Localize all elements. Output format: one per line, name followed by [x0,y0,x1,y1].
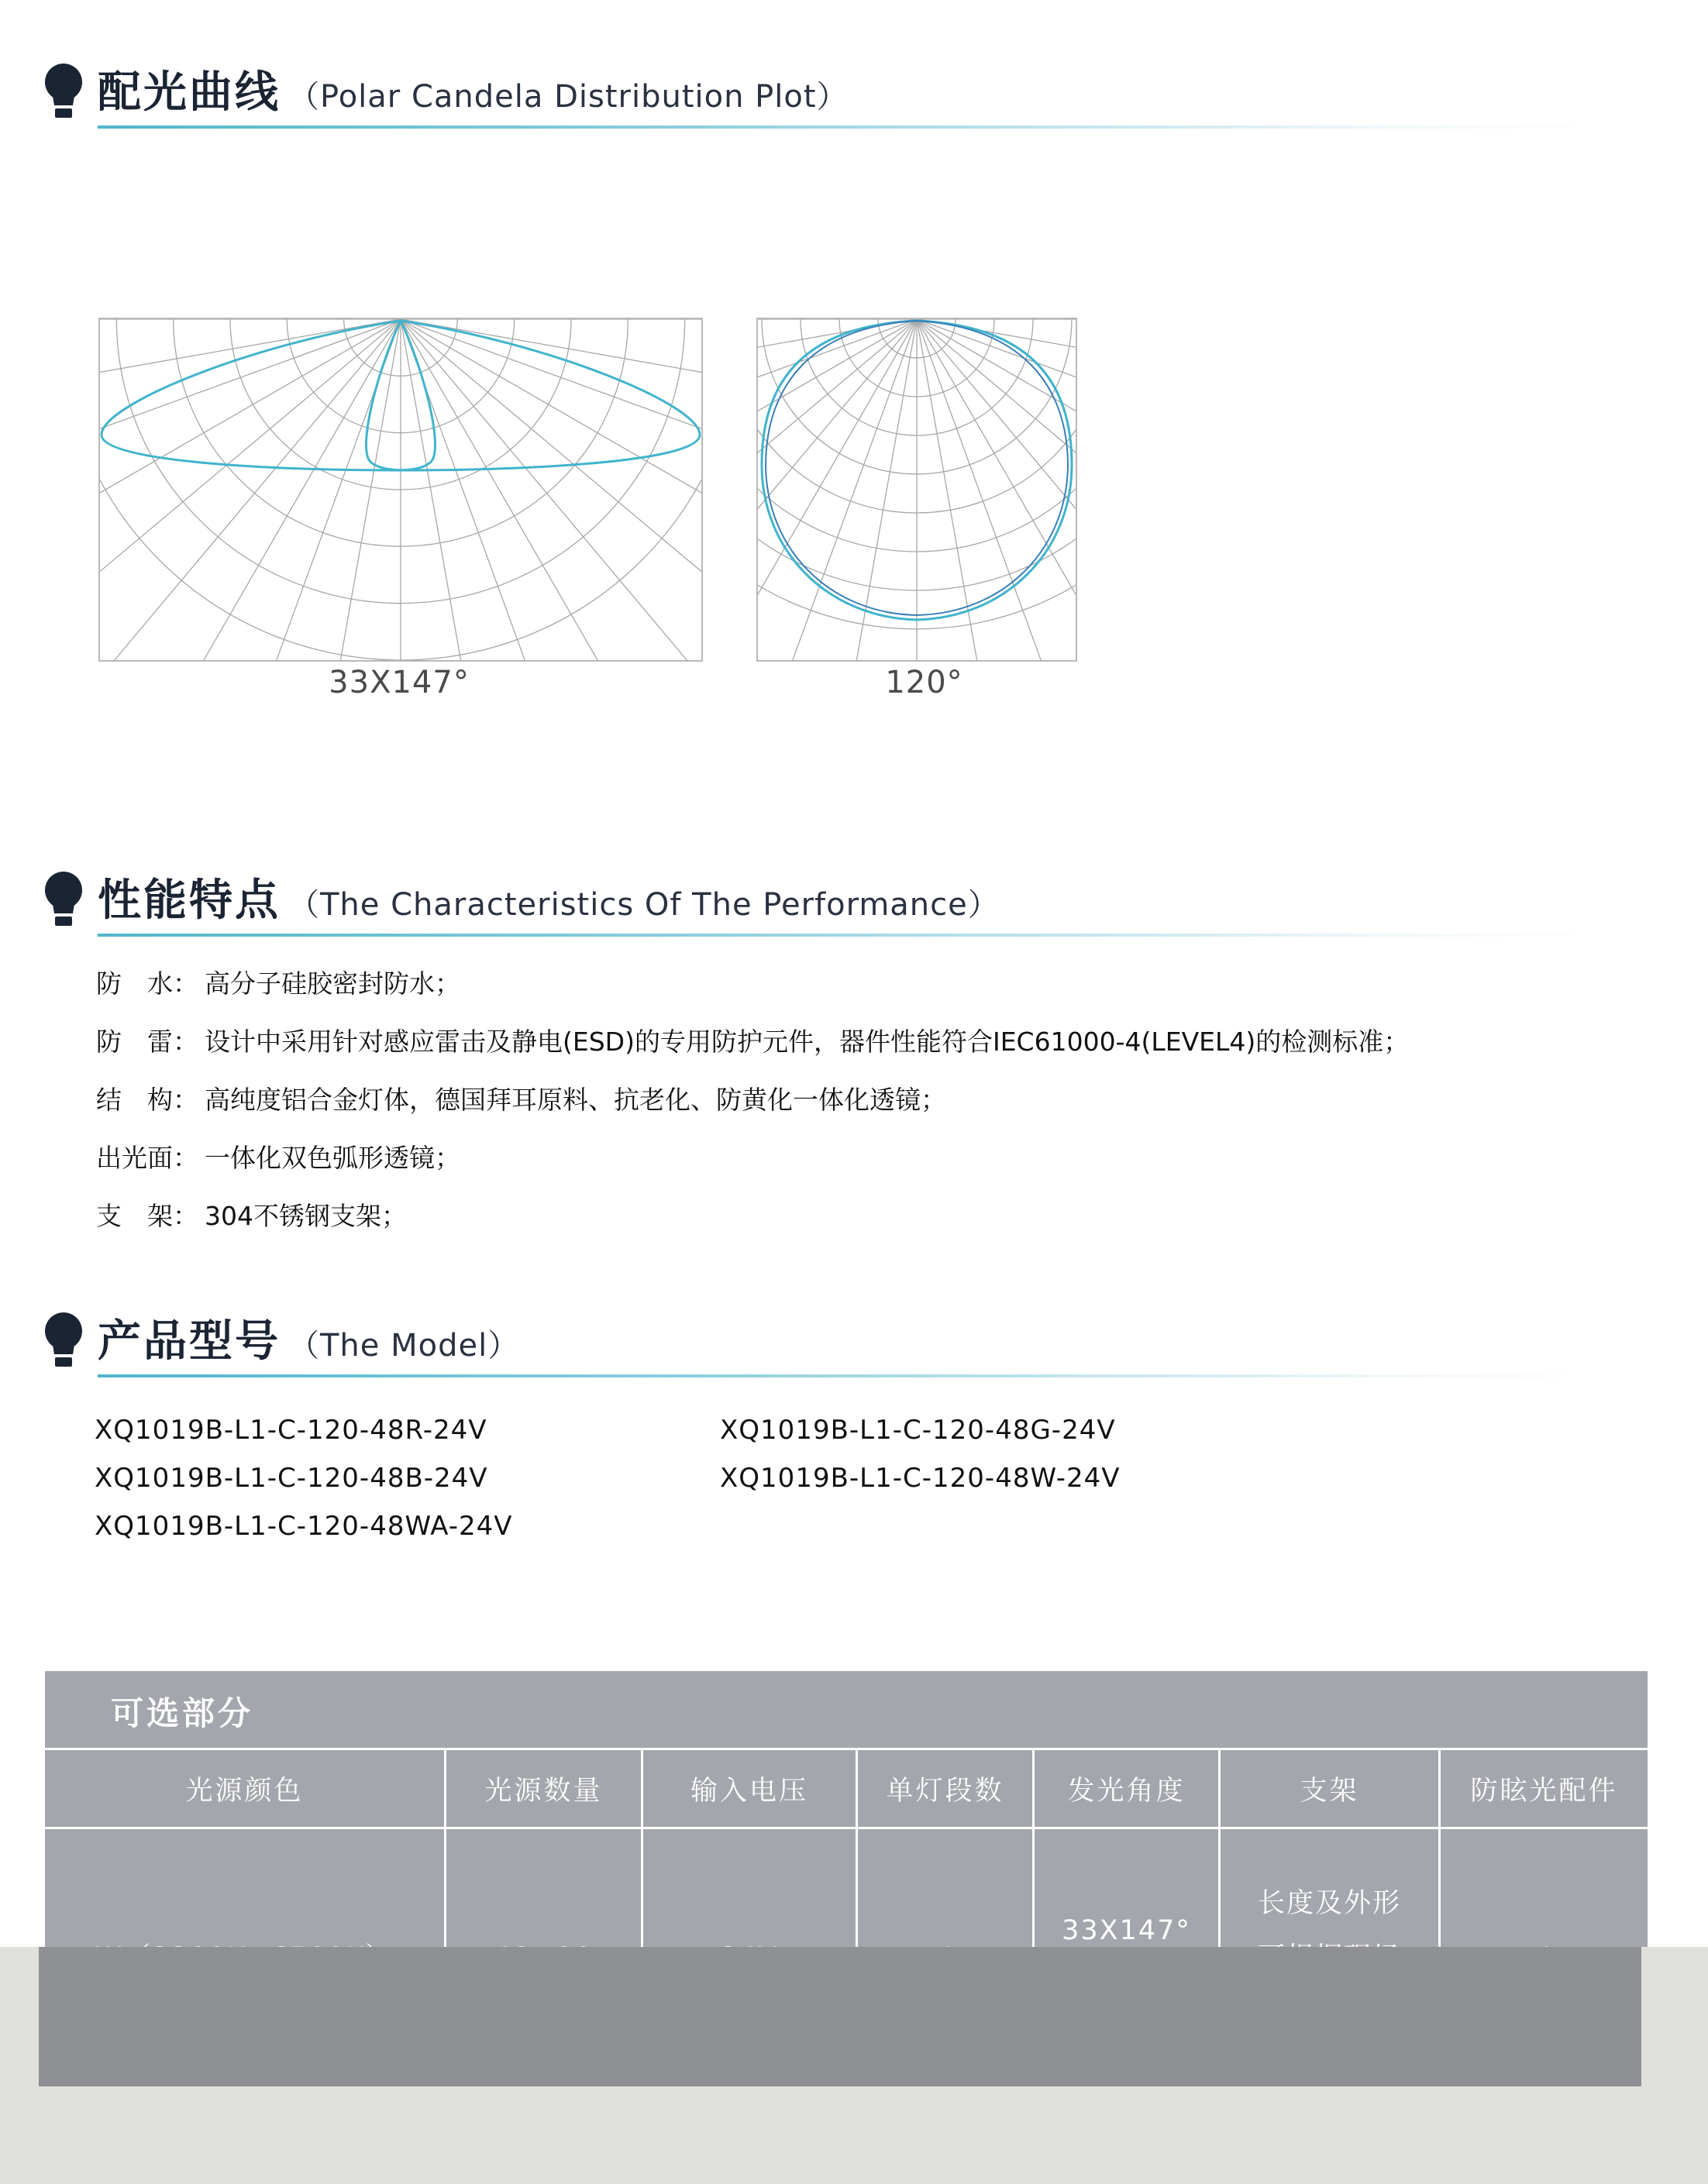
bulb-icon [43,62,84,124]
cell-bracket: 长度及外形 [1218,1829,1438,2086]
feature-bracket: 支 架： 304不锈钢支架； [96,1201,407,1231]
header-beam-angle: 发光角度 [1032,1750,1218,1827]
table-overlay [39,1947,1641,2086]
section-divider [98,934,1609,937]
header-input-voltage: 输入电压 [641,1750,856,1827]
section-title: 性能特点 （The Characteristics Of The Performance） [98,875,1000,926]
feature-structure: 结 构： 高纯度铝合金灯体，德国拜耳原料、抗老化、防黄化一体化透镜； [96,1085,946,1115]
section-divider [98,126,1609,129]
model-item: XQ1019B-L1-C-120-48R-24V [95,1415,487,1446]
feature-lightning: 防 雷： 设计中采用针对感应雷击及静电(ESD)的专用防护元件，器件性能符合IEC61000-4(LEVEL4)的检测标准； [96,1027,1410,1057]
header-light-color: 光源颜色 [185,1775,304,1807]
model-item: XQ1019B-L1-C-120-48WA-24V [95,1511,513,1542]
features-section-header [43,870,1624,940]
header-anti-glare: 防眩光配件 [1438,1750,1648,1827]
polar-plot-2 [756,318,1077,662]
polar-grid [100,319,701,660]
polar-plot-1-caption: 33X147° [329,665,470,700]
polar-plot-2-caption: 120° [885,665,963,700]
header-light-count: 光源数量 [444,1750,641,1827]
section-title: 配光曲线 （Polar Candela Distribution Plot） [98,67,849,118]
polar-section-header [43,62,1624,132]
header-segments: 单灯段数 [856,1750,1032,1827]
feature-emitting-surface: 出光面： 一体化双色弧形透镜； [96,1143,460,1173]
polar-plot-1 [98,318,703,662]
bulb-icon [43,870,84,932]
section-title: 产品型号 （The Model） [98,1316,520,1367]
model-item: XQ1019B-L1-C-120-48W-24V [720,1463,1121,1494]
feature-waterproof: 防 水： 高分子硅胶密封防水； [96,968,460,999]
model-item: XQ1019B-L1-C-120-48G-24V [720,1415,1116,1446]
model-item: XQ1019B-L1-C-120-48B-24V [95,1463,488,1494]
bulb-icon [43,1311,84,1373]
polar-grid [758,319,1076,660]
header-bracket: 支架 [1218,1750,1438,1827]
options-table-title: 可选部分 [111,1694,254,1732]
section-divider [98,1374,1609,1377]
cell-beam-angle: 33X147° [1032,1829,1218,2086]
model-section-header [43,1311,1624,1381]
